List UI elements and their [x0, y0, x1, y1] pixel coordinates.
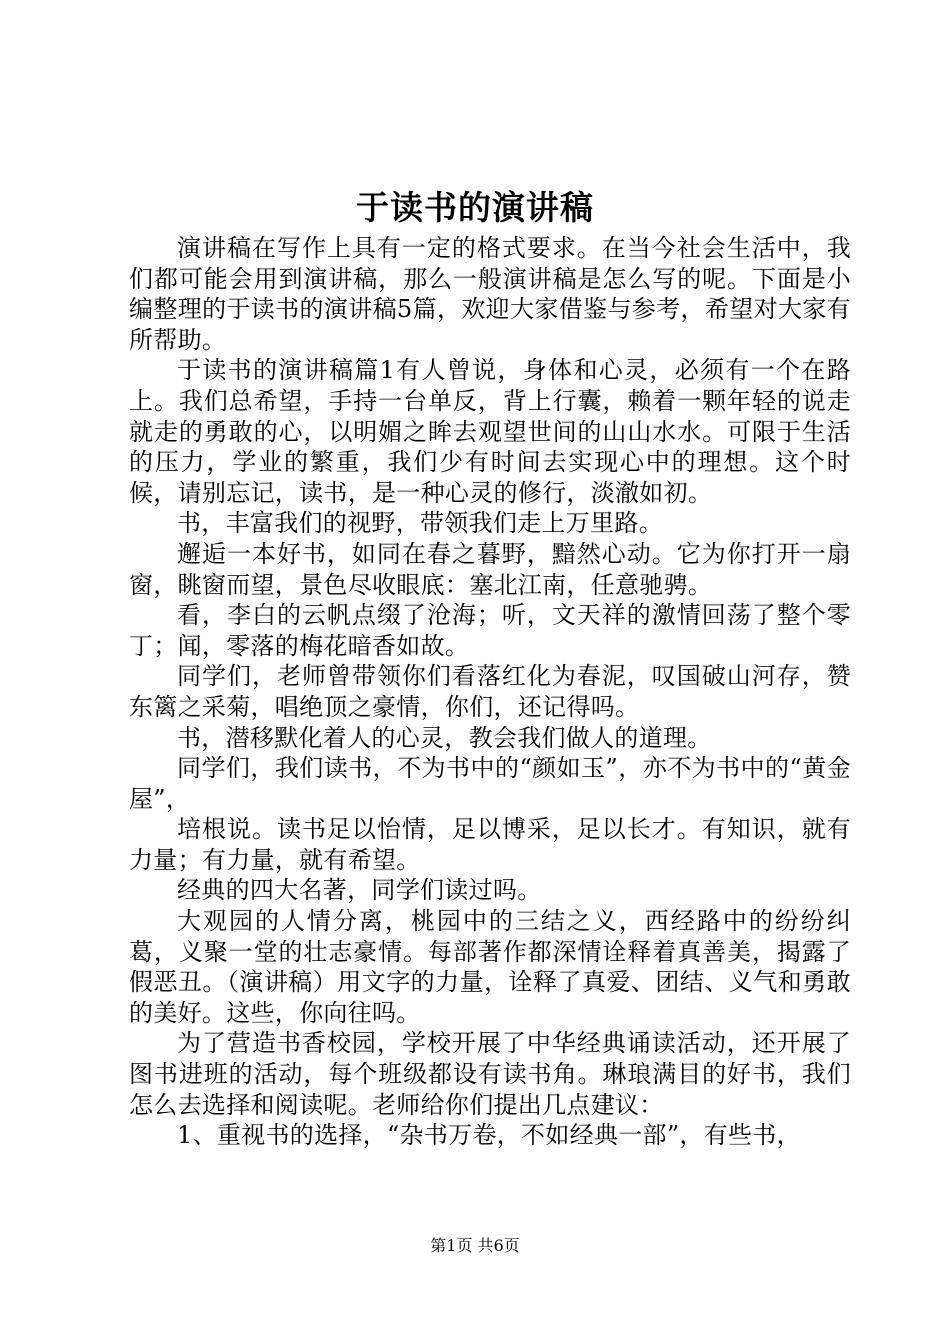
paragraph: 经典的四大名著，同学们读过吗。 [177, 876, 542, 905]
paragraph: 演讲稿在写作上具有一定的格式要求。在当今社会生活中，我们都可能会用到演讲稿，那么一般演讲稿是怎么写的呢。下面是小编整理的于读书的演讲稿5篇，欢迎大家借鉴与参考，希望对大家有所帮助。 [129, 234, 851, 354]
paragraph: 大观园的人情分离，桃园中的三结之义，西经路中的纷纷纠葛，义聚一堂的壮志豪情。每部著作都深情诠释着真善美，揭露了假恶丑。（演讲稿）用文字的力量，诠释了真爱、团结、义气和勇敢的美好。这些，你向往吗。 [129, 907, 851, 1027]
document-title: 于读书的演讲稿 [356, 188, 594, 227]
page-number-footer: 第1页 共6页 [430, 1236, 520, 1255]
document-body [129, 233, 851, 1151]
paragraph: 1、重视书的选择，“杂书万卷，不如经典一部”，有些书， [177, 1121, 801, 1150]
paragraph: 看，李白的云帆点缀了沧海；听，文天祥的激情回荡了整个零丁；闻，零落的梅花暗香如故。 [129, 601, 851, 660]
paragraph: 书，丰富我们的视野，带领我们走上万里路。 [177, 509, 663, 538]
paragraph: 邂逅一本好书，如同在春之暮野，黯然心动。它为你打开一扇窗，眺窗而望，景色尽收眼底：塞北江南，任意驰骋。 [129, 539, 851, 599]
paragraph: 同学们，老师曾带领你们看落红化为春泥，叹国破山河存，赞东篱之采菊，唱绝顶之豪情，你们，还记得吗。 [129, 662, 851, 721]
paragraph: 培根说。读书足以怡情，足以博采，足以长才。有知识，就有力量；有力量，就有希望。 [129, 815, 851, 874]
paragraph: 为了营造书香校园，学校开展了中华经典诵读活动，还开展了图书进班的活动，每个班级都设有读书角。琳琅满目的好书，我们怎么去选择和阅读呢。老师给你们提出几点建议： [129, 1029, 851, 1119]
paragraph: 书，潜移默化着人的心灵，教会我们做人的道理。 [177, 723, 712, 752]
paragraph: 同学们，我们读书，不为书中的“颜如玉”，亦不为书中的“黄金屋”， [129, 754, 851, 813]
paragraph: 于读书的演讲稿篇1有人曾说，身体和心灵，必须有一个在路上。我们总希望，手持一台单反，背上行囊，赖着一颗年轻的说走就走的勇敢的心，以明媚之眸去观望世间的山山水水。可限于生活的压力，学业的繁重，我们少有时间去实现心中的理想。这个时候，请别忘记，读书，是一种心灵的修行，淡澈如初。 [129, 356, 851, 507]
